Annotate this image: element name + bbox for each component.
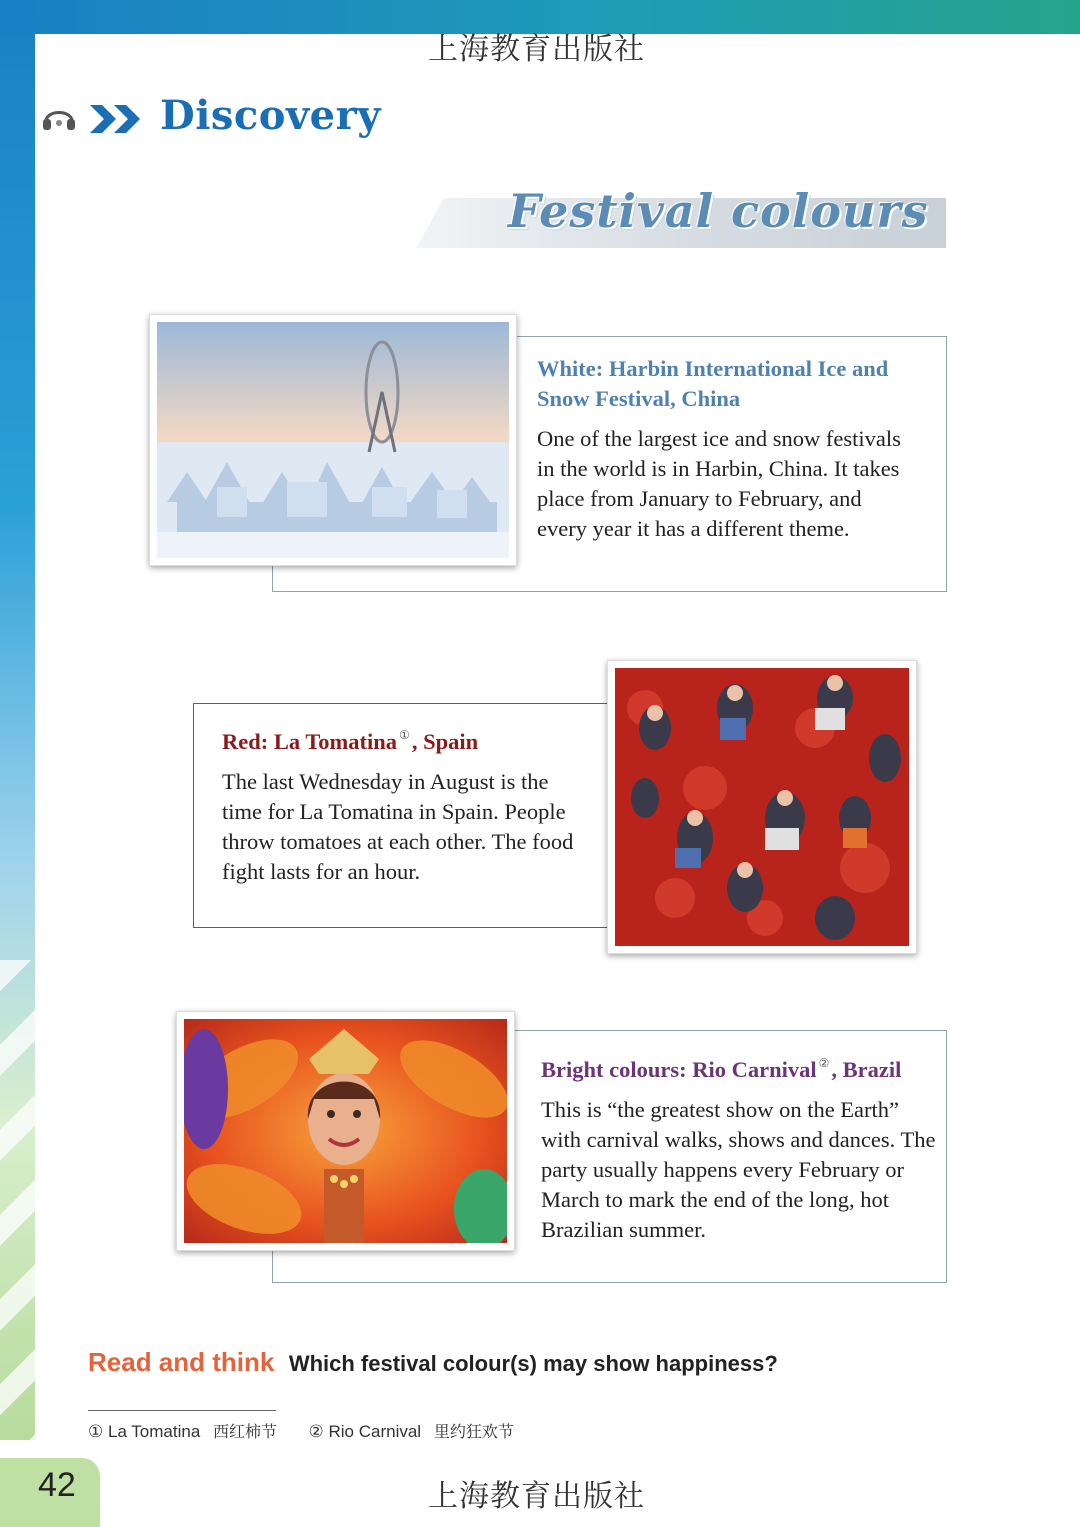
card-tomatina-heading bbox=[222, 720, 592, 757]
read-and-think-label: Read and think bbox=[88, 1347, 275, 1377]
footnote-2-translation: 里约狂欢节 bbox=[433, 1422, 514, 1441]
rio-photo-illustration bbox=[184, 1019, 507, 1243]
page-number: 42 bbox=[38, 1466, 76, 1504]
publisher-watermark-bottom: 上海教育出版社 bbox=[428, 1479, 645, 1514]
double-chevron-right-icon bbox=[88, 103, 144, 135]
card-tomatina-body: The last Wednesday in August is the time for La Tomatina in Spain. People throw tomatoes at each other. The food fight lasts for an hour. bbox=[222, 769, 574, 884]
read-and-think-question: Which festival colour(s) may show happiness? bbox=[288, 1351, 778, 1376]
card-rio-heading bbox=[541, 1048, 936, 1085]
footnote-mark-1: ① bbox=[399, 728, 410, 742]
card-tomatina-text bbox=[222, 720, 592, 887]
footnote-2-term: Rio Carnival bbox=[328, 1422, 422, 1441]
la-tomatina-photo bbox=[607, 660, 917, 954]
title-banner bbox=[416, 184, 946, 248]
card-tomatina-heading-tail: , Spain bbox=[411, 729, 479, 754]
card-rio-text bbox=[541, 1048, 936, 1245]
page-title: Festival colours bbox=[508, 184, 929, 238]
rio-carnival-photo bbox=[176, 1011, 515, 1251]
harbin-photo-illustration bbox=[157, 322, 509, 558]
card-harbin-text bbox=[537, 354, 917, 544]
card-rio-heading-main: Bright colours: Rio Carnival bbox=[541, 1057, 817, 1082]
footnote-2-mark: ② bbox=[308, 1422, 324, 1441]
footnote-mark-2: ② bbox=[818, 1056, 830, 1070]
read-and-think bbox=[88, 1347, 778, 1378]
harbin-ice-festival-photo bbox=[149, 314, 517, 566]
footnote-divider bbox=[88, 1410, 276, 1411]
left-band-stripes bbox=[0, 960, 35, 1440]
footnote-1-term: La Tomatina bbox=[107, 1422, 201, 1441]
card-rio-body: This is “the greatest show on the Earth” with carnival walks, shows and dances. The party usually happens every February or March to mark the end of the long, hot Brazilian summer. bbox=[541, 1097, 936, 1242]
card-rio-heading-tail: , Brazil bbox=[831, 1057, 902, 1082]
footnote-1-mark: ① bbox=[88, 1422, 104, 1441]
footnotes bbox=[88, 1419, 514, 1442]
publisher-watermark-top: 上海教育出版社 bbox=[428, 32, 645, 67]
card-harbin-body: One of the largest ice and snow festivals in the world is in Harbin, China. It takes place from January to February, and every year it has a different theme. bbox=[537, 426, 901, 541]
headphones-icon bbox=[40, 103, 78, 133]
footnote-1-translation: 西红柿节 bbox=[213, 1422, 278, 1441]
card-tomatina-heading-main: Red: La Tomatina bbox=[222, 729, 398, 754]
tomatina-photo-illustration bbox=[615, 668, 909, 946]
section-title: Discovery bbox=[160, 92, 381, 139]
card-harbin-heading: White: Harbin International Ice and Snow Festival, China bbox=[537, 356, 889, 411]
